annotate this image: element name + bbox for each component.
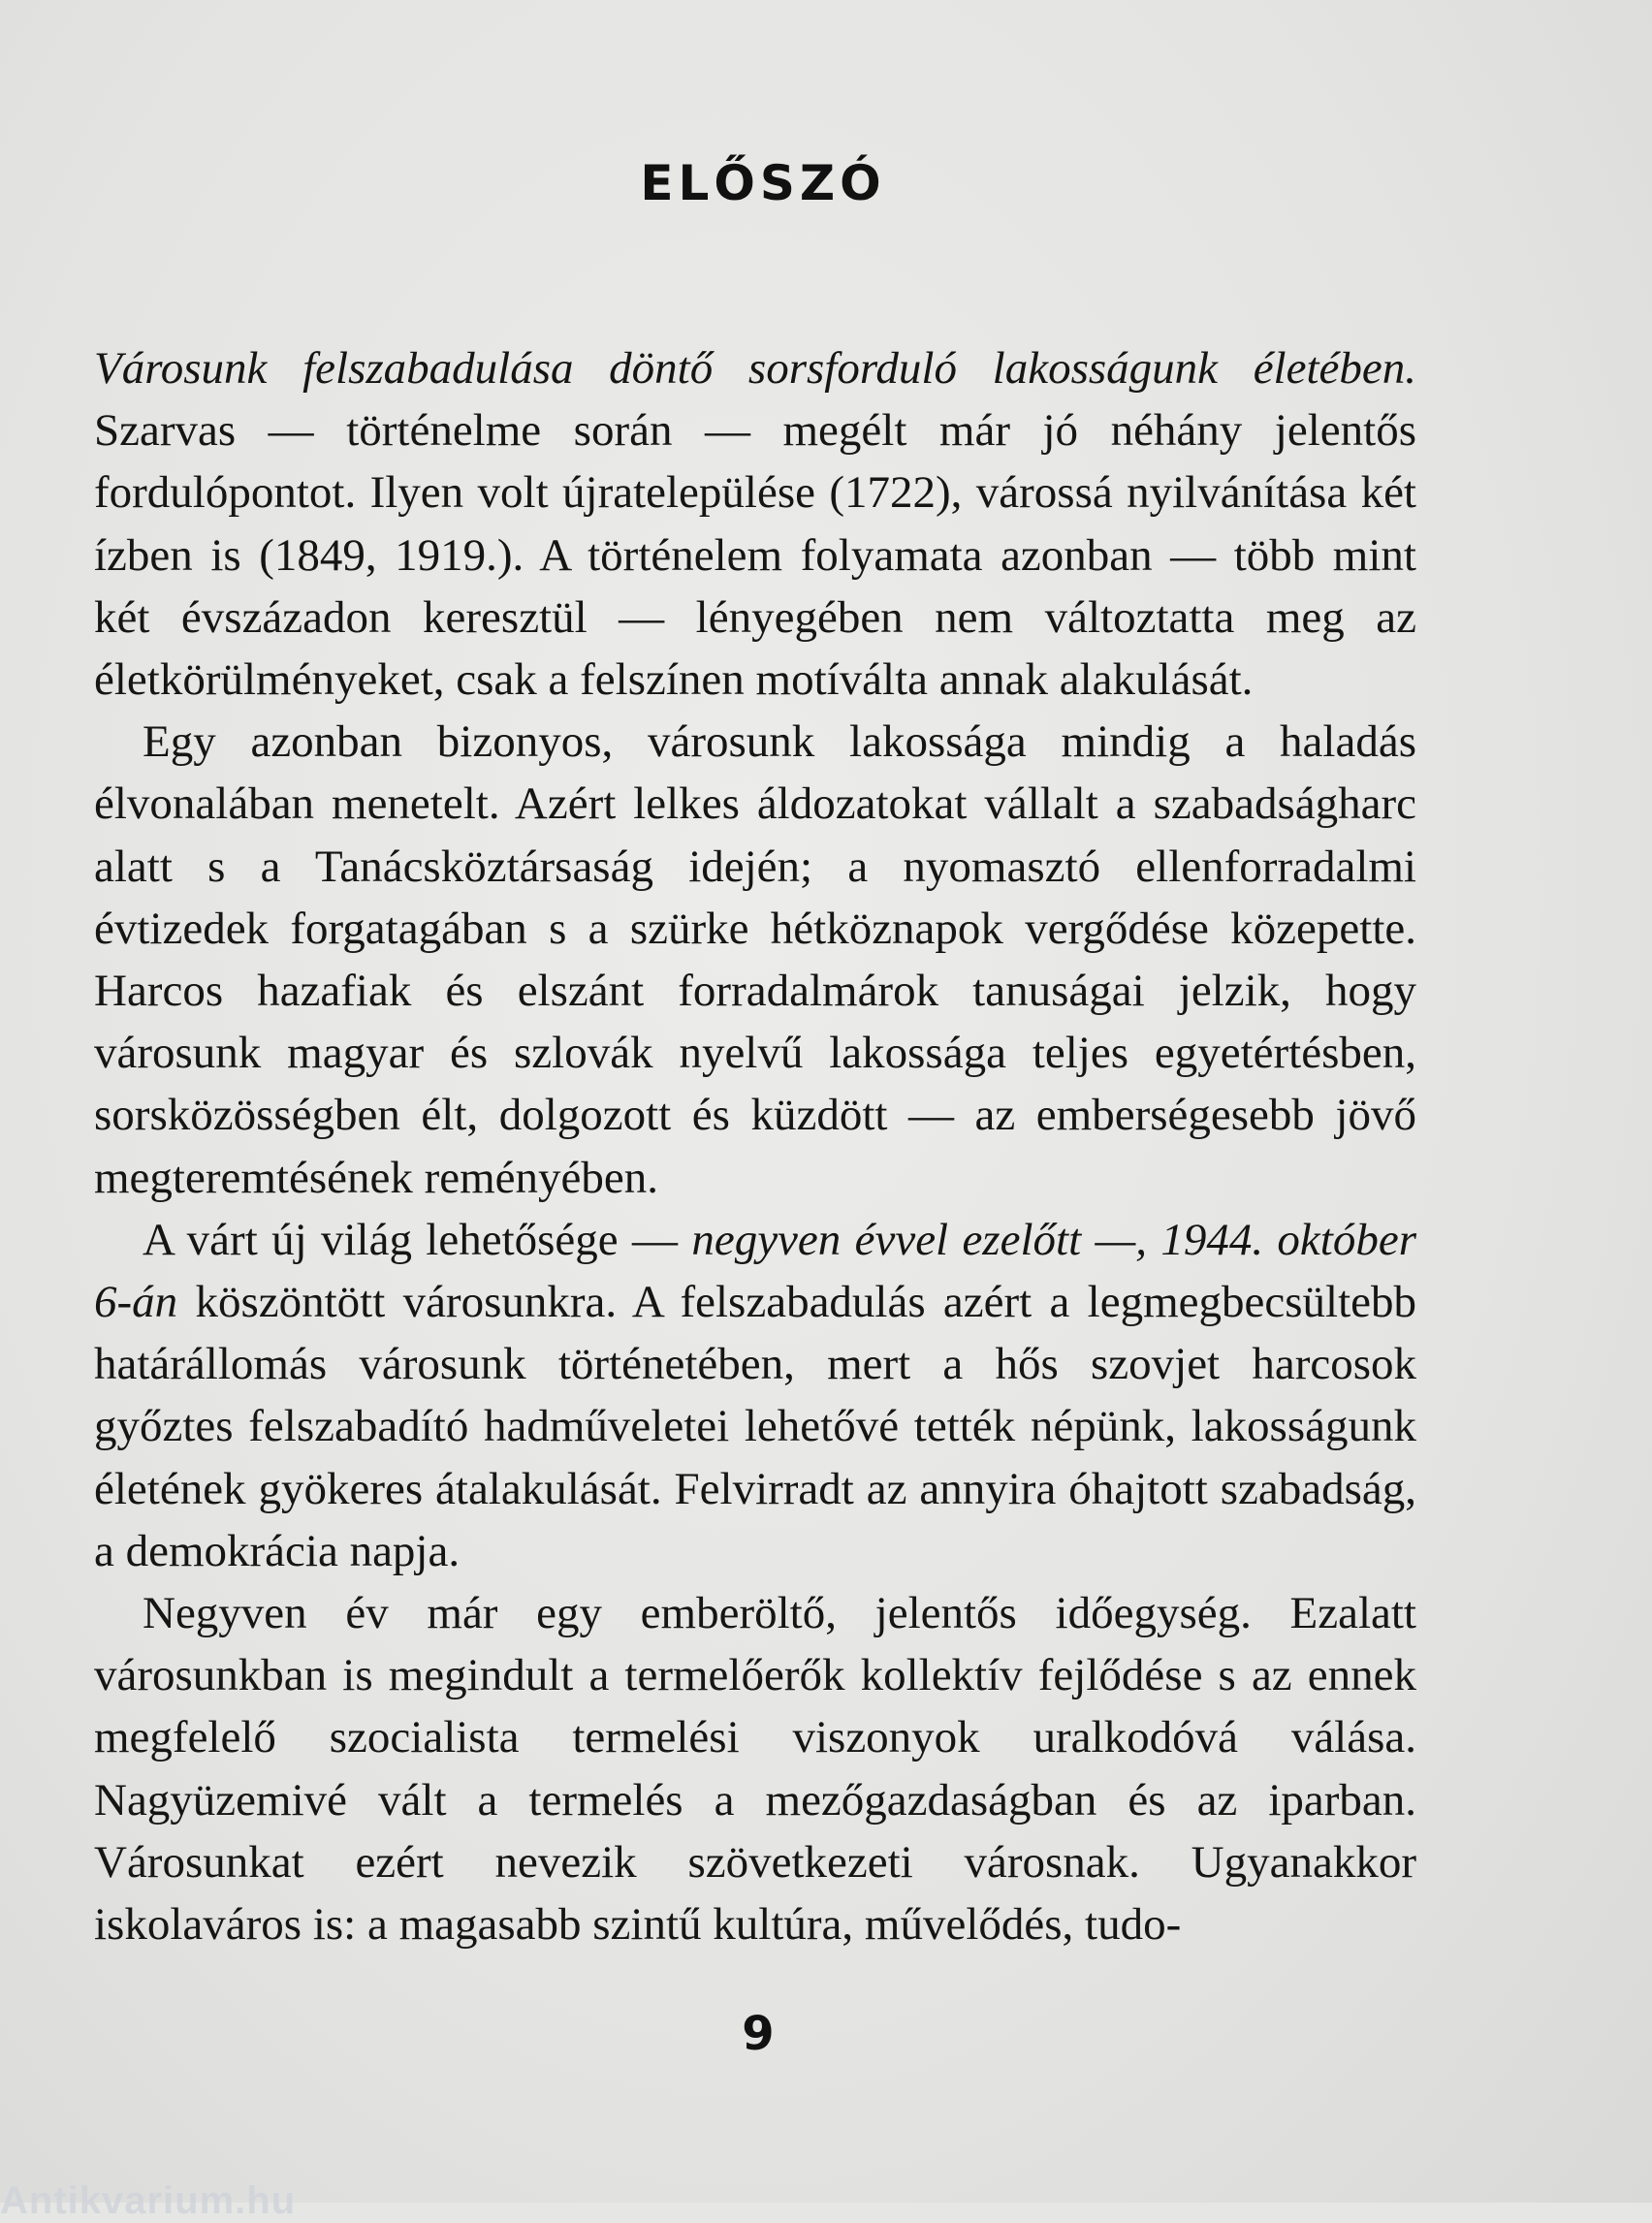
- paragraph-1-italic-lead: Városunk felszabadulása döntő sorsforduló lakosságunk életében.: [94, 343, 1416, 394]
- body-text: [94, 337, 1416, 1955]
- paragraph-4: Negyven év már egy emberöltő, jelentős időegység. Ezalatt városunkban is megindult a termelőerők kollektív fejlődése s az ennek megfelelő szocialista termelési viszonyok uralkodóvá válása. Nagyüzemivé vált a termelés a mezőgazdaságban és az iparban. Városunkat ezért nevezik szövetkezeti városnak. Ugyanakkor iskolaváros is: a magasabb szintű kultúra, művelődés, tudo-: [94, 1588, 1416, 1951]
- chapter-title: ELŐSZÓ: [640, 155, 886, 211]
- watermark-text: Antikvarium.hu: [0, 2179, 297, 2222]
- paragraph-2: Egy azonban bizonyos, városunk lakossága mindig a haladás élvonalában menetelt. Azért lelkes áldozatokat vállalt a szabadságharc alatt s a Tanácsköztársaság idején; a nyomasztó ellenforradalmi évtizedek forgatagában s a szürke hétköznapok vergődése közepette. Harcos hazafiak és elszánt forradalmárok tanuságai jelzik, hogy városunk magyar és szlovák nyelvű lakossága teljes egyetértésben, sorsközösségben élt, dolgozott és küzdött — az emberségesebb jövő megteremtésének reményében.: [94, 716, 1416, 1203]
- paragraph-3: [94, 1209, 1416, 1582]
- paragraph-3-italic-date: negyven évvel ezelőtt —, 1944. október 6-án: [94, 1214, 1416, 1328]
- paragraph-1: [94, 337, 1416, 711]
- paragraph-3-text-b: köszöntött városunkra. A felszabadulás azért a legmegbecsültebb határállomás városunk történetében, mert a hős szovjet harcosok győztes felszabadító hadműveletei lehetővé tették népünk, lakosságunk életének gyökeres átalakulását. Felvirradt az annyira óhajtott szabadság, a demokrácia napja.: [94, 1277, 1416, 1576]
- paragraph-3-text-a: A várt új világ lehetősége —: [143, 1214, 692, 1265]
- paragraph-1-text: Szarvas — történelme során — megélt már jó néhány jelentős fordulópontot. Ilyen volt újratelepülése (1722), várossá nyilvánítása két ízben is (1849, 1919.). A történelem folyamata azonban — több mint két évszázadon keresztül — lényegében nem változtatta meg az életkörülményeket, csak a felszínen motíválta annak alakulását.: [94, 405, 1416, 706]
- page-number: 9: [742, 2007, 775, 2061]
